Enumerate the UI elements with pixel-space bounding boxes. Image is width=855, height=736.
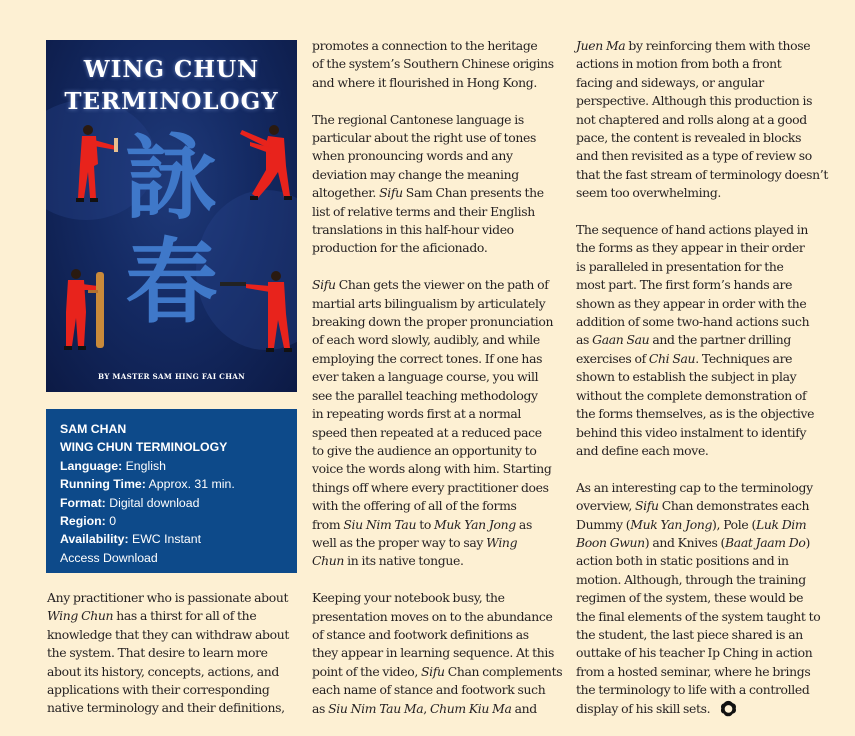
end-of-article-flower-icon [720, 700, 737, 717]
text-run: is paralleled in presentation for the [576, 258, 784, 274]
text-run: well as the proper way to say [312, 534, 487, 550]
text-run: that the fast stream of terminology doesn’t [576, 166, 829, 182]
paragraph [312, 37, 572, 92]
text-line [312, 424, 572, 442]
text-run: to [416, 516, 435, 532]
text-run: regimen of the system, these would be [576, 590, 804, 606]
text-line [47, 681, 307, 699]
text-line [47, 626, 307, 644]
text-run: shown as they appear in order with the [576, 295, 807, 311]
text-line [312, 387, 572, 405]
italic-term: Sifu [312, 277, 336, 293]
text-line [576, 350, 851, 368]
text-line [312, 313, 572, 331]
text-run: of each word slowly, audibly, and while [312, 332, 540, 348]
text-line [312, 350, 572, 368]
text-line [312, 37, 572, 55]
info-availability: Availability: EWC Instant [60, 532, 202, 547]
text-run: Keeping your notebook busy, the [312, 590, 505, 606]
text-line [312, 534, 572, 552]
text-run: as [576, 332, 593, 348]
text-run: as [312, 700, 329, 716]
text-line [312, 626, 572, 644]
text-line [576, 221, 851, 239]
text-run: pace, the content is revealed in blocks [576, 130, 802, 146]
italic-term: Boon Gwun [576, 534, 645, 550]
text-line [312, 111, 572, 129]
text-run: deviation may change the meaning [312, 166, 519, 182]
paragraph [576, 221, 851, 460]
italic-term: Wing Chun [47, 608, 114, 624]
text-line [312, 331, 572, 349]
text-line [576, 700, 851, 718]
text-line [576, 479, 851, 497]
text-line [312, 368, 572, 386]
text-line [47, 589, 307, 607]
text-line [576, 387, 851, 405]
paragraph [47, 589, 307, 718]
text-line [312, 276, 572, 294]
text-run: Chan complements [444, 663, 563, 679]
text-run: voice the words along with him. Starting [312, 461, 552, 477]
info-availability-cont: Access Download [60, 550, 158, 565]
text-run: The regional Cantonese language is [312, 111, 524, 127]
italic-term: Siu Nim Tau Ma [328, 700, 424, 716]
cover-title-line1: WING CHUN [83, 56, 260, 83]
text-run: addition of some two-hand actions such [576, 314, 810, 330]
text-line [576, 111, 851, 129]
text-run: of stance and footwork definitions as [312, 626, 529, 642]
text-run: see the parallel teaching methodology [312, 387, 538, 403]
text-line [312, 129, 572, 147]
text-run: presentation moves on to the abundance [312, 608, 553, 624]
text-line [576, 313, 851, 331]
text-line [312, 221, 572, 239]
text-line [312, 405, 572, 423]
text-run: seem too overwhelming. [576, 185, 722, 201]
text-run: and define each move. [576, 442, 709, 458]
text-line [576, 516, 851, 534]
text-line [576, 37, 851, 55]
text-line [576, 442, 851, 460]
text-run: about its history, concepts, actions, and [47, 663, 280, 679]
italic-term: Muk Yan Jong [434, 516, 516, 532]
text-run: ), Pole ( [712, 516, 756, 532]
text-run: and the partner drilling [649, 332, 791, 348]
text-line [312, 460, 572, 478]
text-line [576, 239, 851, 257]
cover-chinese-char-chun: 春 [125, 228, 218, 336]
text-line [576, 295, 851, 313]
text-line [312, 295, 572, 313]
text-run: the terminology to life with a controlled [576, 682, 810, 698]
text-line [312, 644, 572, 662]
text-line [312, 497, 572, 515]
text-line [47, 663, 307, 681]
text-run: translations in this half-hour video [312, 222, 514, 238]
text-line [312, 147, 572, 165]
text-line [312, 516, 572, 534]
text-run: shown to establish the subject in play [576, 369, 797, 385]
text-line [312, 74, 572, 92]
info-language: Language: English [60, 458, 166, 473]
text-run: the forms as they appear in their order [576, 240, 805, 256]
text-run: not chaptered and rolls along at a good [576, 111, 807, 127]
text-run: to give the audience an opportunity to [312, 442, 537, 458]
text-line [576, 424, 851, 442]
text-run: the final elements of the system taught to [576, 608, 821, 624]
text-line [576, 534, 851, 552]
info-running-time: Running Time: Approx. 31 min. [60, 477, 235, 492]
text-run: ) [805, 534, 810, 550]
text-line [312, 239, 572, 257]
text-line [576, 644, 851, 662]
text-line [312, 700, 572, 718]
text-run: they appear in learning sequence. At this [312, 645, 554, 661]
italic-term: Muk Yan Jong [630, 516, 713, 532]
text-line [576, 405, 851, 423]
text-run: speed then repeated at a reduced pace [312, 424, 542, 440]
paragraph [312, 111, 572, 258]
text-line [576, 166, 851, 184]
text-run: exercises of [576, 350, 649, 366]
italic-term: Baat Jaam Do [725, 534, 806, 550]
text-run: each name of stance and footwork such [312, 682, 546, 698]
paragraph [312, 276, 572, 571]
text-line [576, 55, 851, 73]
text-run: and then revisited as a type of review so [576, 148, 812, 164]
text-line [576, 276, 851, 294]
text-run: martial arts bilingualism by articulately [312, 295, 546, 311]
text-run: native terminology and their definitions, [47, 700, 285, 716]
italic-term: Siu Nim Tau [343, 516, 417, 532]
text-line [312, 184, 572, 202]
text-run: Any practitioner who is passionate about [47, 590, 289, 605]
italic-term: Wing [486, 534, 518, 550]
article-column-1 [47, 589, 307, 736]
text-run: and [511, 700, 537, 716]
text-line [312, 552, 572, 570]
text-run: outtake of his teacher Ip Ching in action [576, 645, 813, 661]
article-column-2 [312, 37, 572, 736]
text-run: breaking down the proper pronunciation [312, 314, 554, 330]
product-info-box [46, 409, 297, 573]
text-line [47, 607, 307, 625]
text-line [576, 571, 851, 589]
text-run: Sam Chan presents the [402, 185, 544, 201]
italic-term: Sifu [379, 185, 403, 201]
text-run: The sequence of hand actions played in [576, 222, 808, 238]
cover-figure-top-left [70, 124, 120, 206]
text-line [576, 589, 851, 607]
text-run: the forms themselves, as is the objective [576, 406, 815, 422]
text-line [312, 479, 572, 497]
text-line [576, 663, 851, 681]
text-line [576, 129, 851, 147]
text-run: has a thirst for all of the [113, 608, 257, 624]
article-column-3 [576, 37, 851, 736]
text-run: knowledge that they can withdraw about [47, 626, 289, 642]
italic-term: Chi Sau [648, 350, 696, 366]
text-line [312, 681, 572, 699]
info-title: WING CHUN TERMINOLOGY [60, 440, 228, 455]
text-run: overview, [576, 498, 636, 514]
text-run: motion. Although, through the training [576, 571, 806, 587]
paragraph [312, 589, 572, 718]
text-run: As an interesting cap to the terminology [576, 479, 813, 495]
text-run: things off where every practitioner does [312, 479, 549, 495]
text-line [576, 184, 851, 202]
text-run: particular about the right use of tones [312, 130, 536, 146]
cover-figure-bottom-right-knives [218, 270, 294, 354]
text-line [576, 74, 851, 92]
text-run: production for the aficionado. [312, 240, 488, 256]
text-run: Dummy ( [576, 516, 631, 532]
text-line [576, 681, 851, 699]
paragraph [576, 37, 851, 203]
text-run: from [312, 516, 344, 532]
text-run: actions in motion from both a front [576, 56, 782, 72]
italic-term: Sifu [421, 663, 445, 679]
cover-byline: BY MASTER SAM HING FAI CHAN [97, 372, 246, 381]
text-run: applications with their corresponding [47, 682, 270, 698]
italic-term: Chum Kiu Ma [429, 700, 512, 716]
paragraph [576, 479, 851, 718]
text-run: from a hosted seminar, where he brings [576, 663, 811, 679]
cover-title-line2: TERMINOLOGY [64, 88, 279, 115]
text-run: behind this video instalment to identify [576, 424, 807, 440]
text-line [312, 608, 572, 626]
text-line [312, 203, 572, 221]
text-run: when pronouncing words and any [312, 148, 513, 164]
text-run: display of his skill sets. [576, 700, 711, 716]
text-run: , [423, 700, 430, 716]
text-run: by reinforcing them with those [625, 38, 811, 53]
text-line [576, 497, 851, 515]
text-run: as [515, 516, 532, 532]
text-line [312, 166, 572, 184]
italic-term: Gaan Sau [592, 332, 650, 348]
info-name: SAM CHAN [60, 422, 127, 436]
text-run: perspective. Although this production is [576, 93, 813, 109]
text-line [312, 589, 572, 607]
text-line [576, 331, 851, 349]
text-line [576, 258, 851, 276]
text-line [47, 644, 307, 662]
text-run: ever taken a language course, you will [312, 369, 539, 385]
text-line [576, 92, 851, 110]
italic-term: Luk Dim [755, 516, 807, 532]
text-run: list of relative terms and their English [312, 203, 535, 219]
text-line [312, 55, 572, 73]
text-line [312, 663, 572, 681]
text-run: ) and Knives ( [644, 534, 726, 550]
cover-chinese-char-wing: 詠 [125, 124, 218, 232]
text-run: altogether. [312, 185, 380, 201]
italic-term: Sifu [635, 498, 659, 514]
text-run: action both in static positions and in [576, 553, 789, 569]
text-run: with the offering of all of the forms [312, 498, 517, 514]
info-format: Format: Digital download [60, 495, 200, 510]
text-run: point of the video, [312, 663, 422, 679]
text-run: employing the correct tones. If one has [312, 350, 543, 366]
text-line [576, 608, 851, 626]
text-run: the system. That desire to learn more [47, 645, 268, 661]
text-run: of the system’s Southern Chinese origins [312, 56, 554, 72]
text-line [312, 442, 572, 460]
cover-figure-top-right [238, 124, 294, 206]
info-region: Region: 0 [60, 514, 117, 529]
text-run: promotes a connection to the heritage [312, 38, 538, 53]
dvd-cover-image [46, 40, 297, 392]
text-run: and where it flourished in Hong Kong. [312, 74, 537, 90]
text-run: most part. The first form’s hands are [576, 277, 793, 293]
italic-term: Juen Ma [576, 38, 626, 53]
text-line [576, 626, 851, 644]
text-run: in repeating words first at a normal [312, 406, 522, 422]
text-line [47, 699, 307, 717]
cover-figure-bottom-left-dummy [62, 268, 112, 354]
text-run: without the complete demonstration of [576, 387, 807, 403]
italic-term: Chun [312, 553, 345, 569]
text-run: . Techniques are [695, 350, 793, 366]
text-line [576, 368, 851, 386]
text-line [576, 147, 851, 165]
text-run: the student, the last piece shared is an [576, 626, 803, 642]
text-run: Chan demonstrates each [658, 498, 810, 514]
text-run: facing and sideways, or angular [576, 74, 764, 90]
text-line [576, 552, 851, 570]
text-run: Chan gets the viewer on the path of [335, 277, 549, 293]
text-run: in its native tongue. [344, 553, 464, 569]
